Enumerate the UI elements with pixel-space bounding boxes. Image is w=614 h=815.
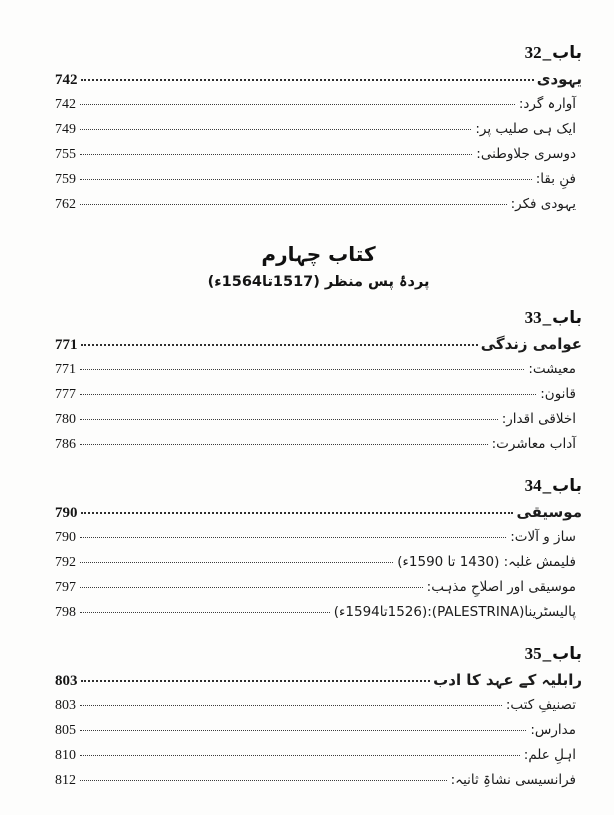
dotted-leader [81, 512, 514, 514]
toc-row [55, 718, 582, 743]
book-divider [55, 239, 582, 295]
dotted-leader [80, 705, 502, 706]
chapter-separator: _ [542, 43, 552, 62]
chapter-32-heading [55, 40, 582, 66]
dotted-leader [80, 419, 498, 420]
toc-title: اخلاقی اقدار: [501, 411, 576, 427]
dotted-leader [80, 154, 472, 155]
page-number: 792 [55, 555, 76, 570]
dotted-leader [81, 344, 478, 346]
toc-row-chapter-title [55, 331, 582, 357]
page-number: 790 [55, 530, 76, 545]
chapter-35-heading [55, 641, 582, 667]
book-title: کتاب چہارم [261, 242, 376, 266]
toc-title: دوسری جلاوطنی: [476, 146, 576, 162]
toc-row [55, 382, 582, 407]
dotted-leader [81, 79, 534, 81]
chapter-33-heading [55, 305, 582, 331]
chapter-word: باب [552, 476, 582, 496]
toc-row [55, 768, 582, 793]
toc-row [55, 550, 582, 575]
chapter-separator: _ [542, 644, 552, 663]
toc-row [55, 117, 582, 142]
page-number: 798 [55, 605, 76, 620]
toc-row [55, 600, 582, 625]
toc-title: آداب معاشرت: [491, 436, 576, 452]
page-number: 803 [55, 698, 76, 713]
toc-title: پالیسٹرینا(PALESTRINA):(1526تا1594ء) [333, 604, 576, 620]
page-number: 780 [55, 412, 76, 427]
toc-row [55, 142, 582, 167]
chapter-number: 32 [524, 43, 542, 62]
toc-row [55, 92, 582, 117]
page-number: 749 [55, 122, 76, 137]
toc-row-chapter-title [55, 667, 582, 693]
chapter-number: 33 [524, 308, 542, 327]
dotted-leader [80, 179, 532, 180]
toc-title: عوامی زندگی [480, 335, 582, 353]
toc-row [55, 192, 582, 217]
book-subtitle: پردۂ پس منظر (1517تا1564ء) [207, 274, 430, 290]
toc-row [55, 167, 582, 192]
dotted-leader [80, 129, 471, 130]
dotted-leader [80, 204, 507, 205]
chapter-34-heading [55, 473, 582, 499]
toc-title: فلیمش غلبہ: (1430 تا 1590ء) [397, 554, 576, 570]
chapter-word: باب [552, 43, 582, 63]
chapter-35-section [55, 641, 582, 793]
toc-row-chapter-title [55, 499, 582, 525]
toc-title: ایک ہی صلیب پر: [475, 121, 576, 137]
toc-row [55, 525, 582, 550]
page-number: 771 [55, 337, 78, 353]
dotted-leader [81, 680, 431, 682]
page-number: 755 [55, 147, 76, 162]
page-number: 771 [55, 362, 76, 377]
toc-title: فنِ بقا: [535, 171, 576, 187]
page-number: 762 [55, 197, 76, 212]
dotted-leader [80, 369, 524, 370]
toc-row [55, 432, 582, 457]
toc-title: ساز و آلات: [510, 529, 576, 545]
toc-title: رابلیہ کے عہد کا ادب [433, 671, 582, 689]
chapter-33-section [55, 305, 582, 457]
toc-row [55, 693, 582, 718]
toc-row [55, 357, 582, 382]
toc-row [55, 407, 582, 432]
toc-title: موسیقی اور اصلاحِ مذہب: [426, 579, 576, 595]
page-number: 742 [55, 72, 78, 88]
toc-title: موسیقی [516, 503, 582, 521]
page-number: 805 [55, 723, 76, 738]
page-number: 797 [55, 580, 76, 595]
dotted-leader [80, 780, 447, 781]
page-number: 786 [55, 437, 76, 452]
toc-title: قانون: [540, 386, 576, 402]
chapter-number: 34 [524, 476, 542, 495]
toc-title: معیشت: [528, 361, 576, 377]
chapter-word: باب [552, 308, 582, 328]
page-number: 759 [55, 172, 76, 187]
toc-title: فرانسیسی نشاۃِ ثانیہ: [450, 772, 576, 788]
page-number: 777 [55, 387, 76, 402]
dotted-leader [80, 394, 536, 395]
toc-title: اہلِ علم: [523, 747, 576, 763]
dotted-leader [80, 587, 423, 588]
dotted-leader [80, 444, 488, 445]
toc-row [55, 743, 582, 768]
dotted-leader [80, 730, 526, 731]
toc-title: مدارس: [530, 722, 576, 738]
toc-row [55, 575, 582, 600]
toc-title: یہودی فکر: [510, 196, 576, 212]
chapter-number: 35 [524, 644, 542, 663]
page-number: 742 [55, 97, 76, 112]
toc-title: یہودی [536, 70, 582, 88]
dotted-leader [80, 562, 393, 563]
page-number: 810 [55, 748, 76, 763]
dotted-leader [80, 612, 330, 613]
page-number: 812 [55, 773, 76, 788]
dotted-leader [80, 537, 506, 538]
chapter-32-section [55, 40, 582, 217]
toc-row-chapter-title [55, 66, 582, 92]
toc-title: تصنیفِ کتب: [505, 697, 576, 713]
page-number: 803 [55, 673, 78, 689]
chapter-34-section [55, 473, 582, 625]
dotted-leader [80, 104, 515, 105]
chapter-word: باب [552, 644, 582, 664]
dotted-leader [80, 755, 520, 756]
page-number: 790 [55, 505, 78, 521]
chapter-separator: _ [542, 308, 552, 327]
chapter-separator: _ [542, 476, 552, 495]
toc-title: آوارہ گرد: [518, 96, 576, 112]
